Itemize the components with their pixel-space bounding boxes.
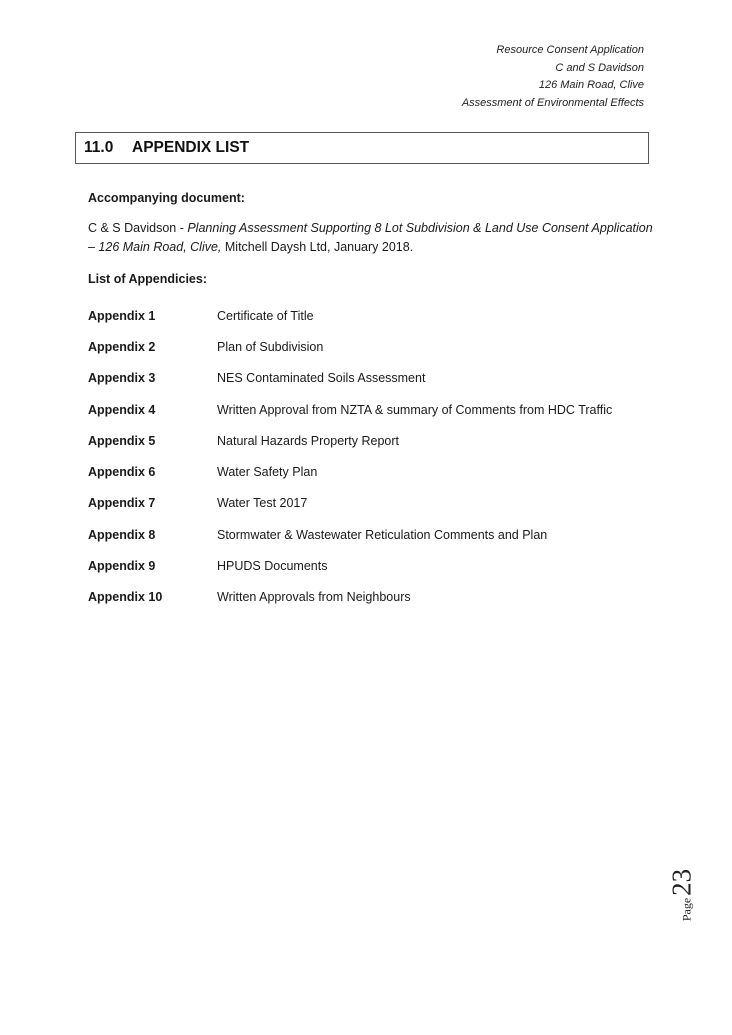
accompanying-heading: Accompanying document: <box>88 191 245 205</box>
appendix-label: Appendix 9 <box>88 559 156 574</box>
main-content <box>88 188 653 613</box>
appendix-label: Appendix 10 <box>88 590 163 605</box>
accompanying-suffix: Mitchell Daysh Ltd, January 2018. <box>221 240 414 254</box>
appendix-label: Appendix 6 <box>88 465 156 480</box>
appendix-row <box>88 582 653 613</box>
appendix-row <box>88 425 653 456</box>
appendix-list <box>88 300 653 613</box>
appendix-row <box>88 300 653 331</box>
appendix-label: Appendix 3 <box>88 371 156 386</box>
accompanying-prefix: C & S Davidson - <box>88 221 188 235</box>
appendix-title: HPUDS Documents <box>217 559 328 574</box>
appendix-title: Natural Hazards Property Report <box>217 433 400 448</box>
appendix-label: Appendix 8 <box>88 527 156 542</box>
page-word: Page <box>679 897 694 922</box>
appendix-row <box>88 363 653 394</box>
appendix-list-heading: List of Appendicies: <box>88 272 207 286</box>
section-number: 11.0 <box>84 139 114 156</box>
appendix-label: Appendix 1 <box>88 308 156 323</box>
appendix-title: NES Contaminated Soils Assessment <box>217 371 426 386</box>
header-line-report: Assessment of Environmental Effects <box>461 96 644 109</box>
header-line-application: Resource Consent Application <box>496 44 644 56</box>
appendix-title: Written Approvals from Neighbours <box>217 590 411 605</box>
section-heading <box>75 132 649 164</box>
appendix-row <box>88 550 653 581</box>
section-title: APPENDIX LIST <box>132 139 250 156</box>
appendix-label: Appendix 7 <box>88 496 156 511</box>
header-line-applicant: C and S Davidson <box>555 61 644 74</box>
appendix-title: Plan of Subdivision <box>217 339 324 354</box>
appendix-row <box>88 456 653 487</box>
appendix-label: Appendix 2 <box>88 339 156 354</box>
page-digits: 23 <box>666 868 697 896</box>
appendix-label: Appendix 4 <box>88 402 156 417</box>
appendix-title: Certificate of Title <box>217 308 314 323</box>
appendix-row <box>88 519 653 550</box>
appendix-title: Stormwater & Wastewater Reticulation Comments and Plan <box>217 527 548 542</box>
accompanying-document <box>88 219 653 257</box>
page-number-label <box>667 869 698 921</box>
appendix-label: Appendix 5 <box>88 433 156 448</box>
appendix-row <box>88 394 653 425</box>
appendix-title: Written Approval from NZTA & summary of Comments from HDC Traffic <box>217 402 613 417</box>
appendix-row <box>88 488 653 519</box>
document-header <box>324 42 644 112</box>
appendix-row <box>88 331 653 362</box>
appendix-title: Water Safety Plan <box>217 465 318 480</box>
appendix-title: Water Test 2017 <box>217 496 308 511</box>
page-number <box>660 864 704 926</box>
header-line-address: 126 Main Road, Clive <box>538 79 644 91</box>
accompanying-title: Planning Assessment Supporting 8 Lot Subdivision & Land Use Consent Application – 126 Main Road, Clive, <box>88 221 653 254</box>
